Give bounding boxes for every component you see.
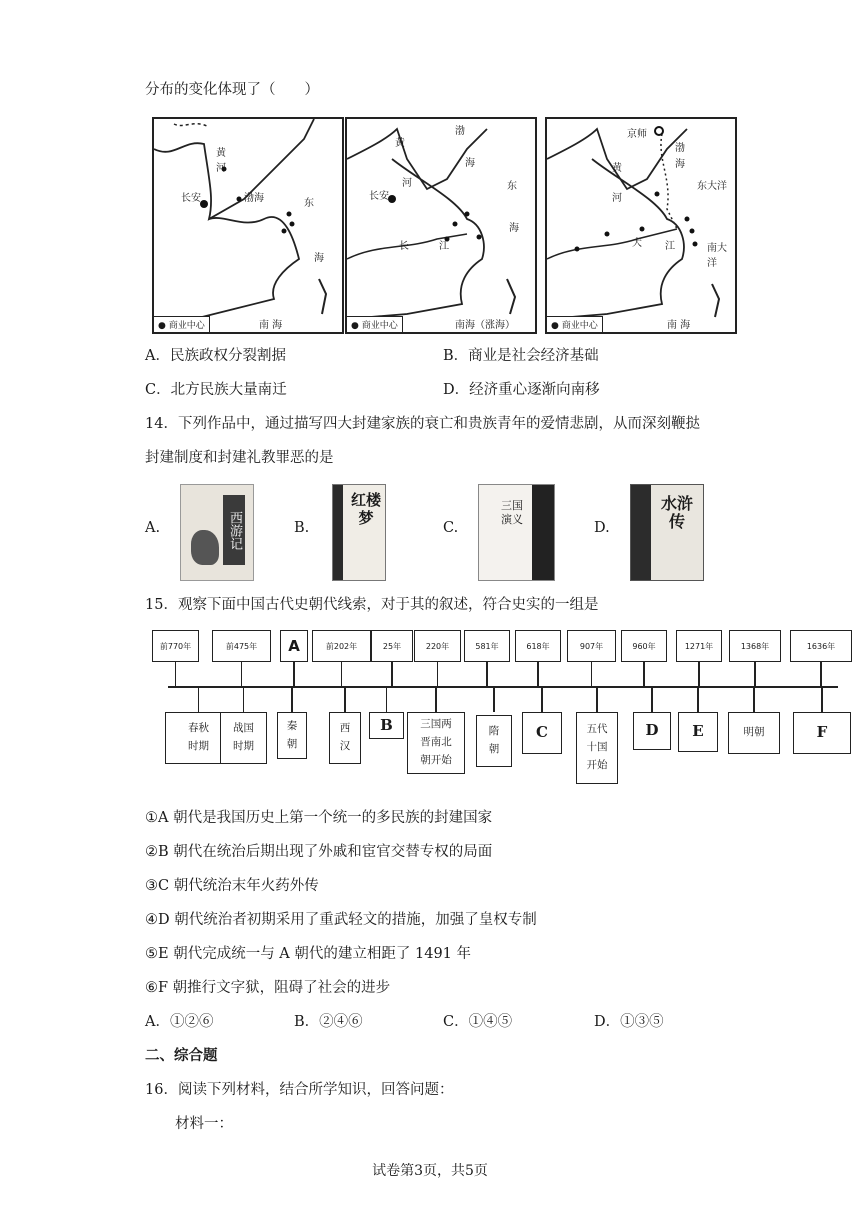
- map-3-label-4: 海: [675, 159, 685, 170]
- q14-option-c-letter[interactable]: C.: [443, 520, 459, 536]
- timeline-bottom-box: 三国两 晋南北 朝开始: [407, 712, 465, 774]
- timeline-bottom-box: F: [793, 712, 851, 754]
- timeline-tick: [198, 687, 200, 712]
- timeline-top-box: 220年: [414, 630, 461, 662]
- q14-book-xiyouji[interactable]: [180, 484, 254, 581]
- timeline-tick: [591, 662, 593, 686]
- q14-stem-line2: 封建制度和封建礼教罪恶的是: [145, 450, 334, 466]
- timeline-top-box: 1271年: [676, 630, 722, 662]
- q15-option-a[interactable]: A．①②⑥: [145, 1014, 214, 1030]
- timeline-tick: [435, 687, 437, 712]
- map-3-label-2: 河: [612, 193, 622, 204]
- timeline-top-box: 581年: [464, 630, 510, 662]
- timeline-tick: [291, 687, 293, 712]
- timeline-bottom-box: D: [633, 712, 671, 750]
- map-1-label-1: 黄: [216, 148, 226, 159]
- map-3-label-8: 江: [665, 241, 675, 252]
- map-1-label-4: 渤海: [244, 193, 264, 204]
- q14-book-b-title: 红楼梦: [351, 491, 382, 527]
- timeline-tick: [391, 662, 393, 686]
- timeline-tick: [243, 687, 245, 712]
- q15-option-d[interactable]: D．①③⑤: [594, 1014, 664, 1030]
- map-3-label-1: 黄: [612, 163, 622, 174]
- map-2-label-2: 河: [402, 178, 412, 189]
- timeline-bottom-box: 五代 十国 开始: [576, 712, 618, 784]
- map-1-sea: 南 海: [259, 320, 283, 331]
- map-2-coastline: [347, 119, 535, 332]
- timeline-top-box: 1636年: [790, 630, 852, 662]
- map-1-label-0: 长安: [181, 193, 201, 204]
- timeline-bottom-box: 战国 时期: [220, 712, 267, 764]
- map-2-sea: 南海（涨海）: [455, 320, 515, 331]
- timeline-tick: [293, 662, 295, 686]
- map-1-label-3: 东: [304, 198, 314, 209]
- q15-option-c[interactable]: C．①④⑤: [443, 1014, 513, 1030]
- timeline-top-box: 1368年: [729, 630, 781, 662]
- timeline-tick: [821, 687, 823, 712]
- timeline-bottom-box: 明朝: [728, 712, 780, 754]
- timeline-top-box: A: [280, 630, 308, 662]
- timeline-tick: [820, 662, 822, 686]
- timeline-top-box: 前475年: [212, 630, 271, 662]
- q15-option-b[interactable]: B．②④⑥: [294, 1014, 363, 1030]
- q14-option-d-letter[interactable]: D.: [594, 520, 610, 536]
- q13-option-d[interactable]: D．经济重心逐渐向南移: [443, 382, 600, 398]
- map-3-label-5: 东大洋: [697, 181, 727, 192]
- page-footer: 试卷第3页，共5页: [372, 1163, 488, 1179]
- timeline-tick: [643, 662, 645, 686]
- map-2-label-3: 渤: [455, 126, 465, 137]
- map-3-sea: 南 海: [667, 320, 691, 331]
- q13-option-b[interactable]: B．商业是社会经济基础: [443, 348, 599, 364]
- q14-book-d-title: 水浒传: [660, 494, 693, 531]
- map-2-label-5: 东: [507, 181, 517, 192]
- map-2-label-6: 海: [509, 223, 519, 234]
- timeline-tick: [753, 687, 755, 712]
- q14-book-hongloumeng[interactable]: [332, 484, 386, 581]
- timeline-tick: [698, 662, 700, 686]
- timeline-tick: [697, 687, 699, 712]
- q15-stem: 15．观察下面中国古代史朝代线索，对于其的叙述，符合史实的一组是: [145, 597, 599, 613]
- q15-statement-6: ⑥F 朝推行文字狱，阻碍了社会的进步: [145, 980, 391, 996]
- q13-option-c[interactable]: C．北方民族大量南迁: [145, 382, 287, 398]
- timeline-bottom-box: B: [369, 712, 404, 739]
- q15-statement-3: ③C 朝代统治末年火药外传: [145, 878, 319, 894]
- timeline-tick: [541, 687, 543, 712]
- map-3-coastline: [547, 119, 735, 332]
- q13-stem: 分布的变化体现了（ ）: [145, 82, 319, 98]
- map-2-label-4: 海: [465, 158, 475, 169]
- map-1-legend: ● 商业中心: [154, 316, 210, 332]
- timeline-tick: [651, 687, 653, 712]
- timeline-tick: [493, 687, 495, 712]
- timeline-tick: [241, 662, 243, 686]
- map-2-label-1: 黄: [395, 138, 405, 149]
- map-2-label-7: 长: [399, 241, 409, 252]
- map-2-label-0: 长安: [369, 191, 389, 202]
- q13-option-a[interactable]: A．民族政权分裂割据: [145, 348, 286, 364]
- timeline-bottom-box: 西 汉: [329, 712, 361, 764]
- map-1-coastline: [154, 119, 342, 332]
- timeline-top-box: 960年: [621, 630, 667, 662]
- q15-statement-1: ①A 朝代是我国历史上第一个统一的多民族的封建国家: [145, 810, 493, 826]
- timeline-tick: [344, 687, 346, 712]
- timeline-top-box: 前770年: [152, 630, 199, 662]
- q14-book-c-title: 三国演义: [501, 499, 523, 526]
- map-3-label-3: 渤: [675, 143, 685, 154]
- timeline-tick: [486, 662, 488, 686]
- map-1: [152, 117, 344, 334]
- timeline-top-box: 前202年: [312, 630, 371, 662]
- map-3-legend: ● 商业中心: [547, 316, 603, 332]
- timeline-bottom-box: 春秋 时期: [165, 712, 232, 764]
- map-3-label-7: 大: [632, 238, 642, 249]
- map-2-label-8: 江: [439, 241, 449, 252]
- timeline-tick: [437, 662, 439, 686]
- q16-stem: 16．阅读下列材料，结合所学知识，回答问题：: [145, 1082, 454, 1098]
- map-2-legend: ● 商业中心: [347, 316, 403, 332]
- timeline-tick: [754, 662, 756, 686]
- q14-book-sanguoyanyi[interactable]: [478, 484, 555, 581]
- q14-option-b-letter[interactable]: B.: [294, 520, 310, 536]
- q14-book-shuihuzhuan[interactable]: [630, 484, 704, 581]
- timeline-tick: [596, 687, 598, 712]
- timeline-axis: [168, 686, 838, 688]
- q15-statement-2: ②B 朝代在统治后期出现了外戚和宦官交替专权的局面: [145, 844, 493, 860]
- q15-statement-5: ⑤E 朝代完成统一与 A 朝代的建立相距了 1491 年: [145, 946, 472, 962]
- map-1-label-5: 海: [314, 253, 324, 264]
- map-1-label-2: 河: [216, 163, 226, 174]
- timeline-bottom-box: E: [678, 712, 718, 752]
- timeline-tick: [386, 687, 388, 712]
- timeline-tick: [341, 662, 343, 686]
- map-3-label-0: 京师: [627, 129, 647, 140]
- timeline-bottom-box: 隋 朝: [476, 715, 512, 767]
- timeline-bottom-box: C: [522, 712, 562, 754]
- q14-book-a-title: 西游记: [223, 495, 245, 565]
- map-3-label-6: 南大洋: [707, 243, 727, 269]
- timeline-tick: [175, 662, 177, 686]
- section-title: 二、综合题: [145, 1048, 218, 1064]
- q16-material-label: 材料一：: [175, 1116, 233, 1132]
- map-2: [345, 117, 537, 334]
- timeline-top-box: 618年: [515, 630, 561, 662]
- timeline-tick: [537, 662, 539, 686]
- timeline-top-box: 25年: [371, 630, 413, 662]
- timeline-top-box: 907年: [567, 630, 616, 662]
- q14-stem-line1: 14．下列作品中，通过描写四大封建家族的衰亡和贵族青年的爱情悲剧，从而深刻鞭挞: [145, 416, 700, 432]
- q15-statement-4: ④D 朝代统治者初期采用了重武轻文的措施，加强了皇权专制: [145, 912, 537, 928]
- q14-option-a-letter[interactable]: A.: [145, 520, 161, 536]
- timeline-bottom-box: 秦 朝: [277, 712, 307, 759]
- map-3: [545, 117, 737, 334]
